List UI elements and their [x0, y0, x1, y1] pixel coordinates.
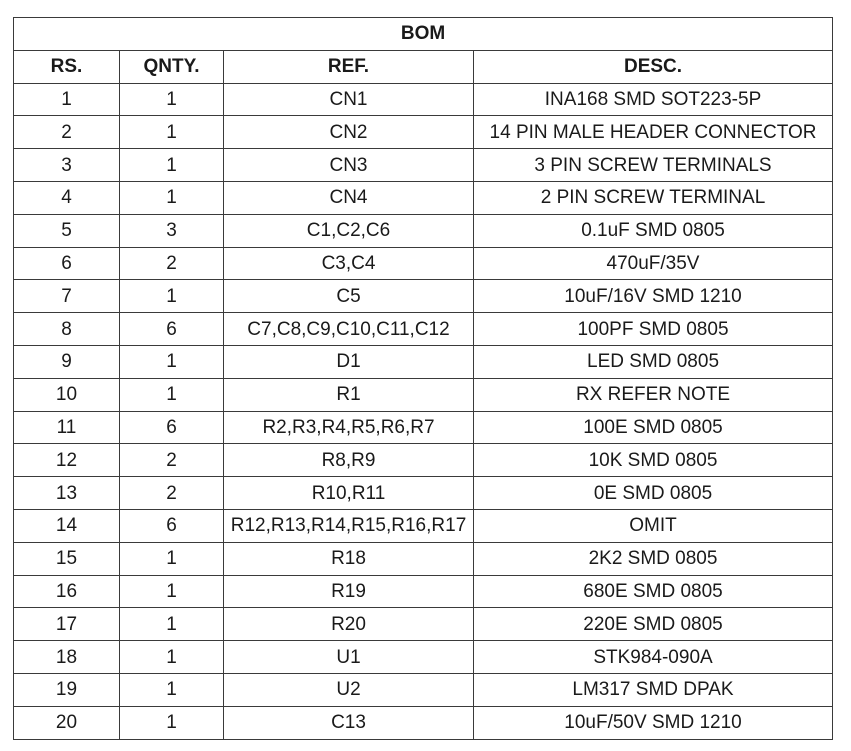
table-row: [14, 345, 833, 378]
column-header-desc: DESC.: [474, 50, 833, 83]
cell-ref: R2,R3,R4,R5,R6,R7: [224, 411, 474, 444]
cell-desc: 220E SMD 0805: [474, 608, 833, 641]
cell-qnty: 2: [120, 444, 224, 477]
table-row: [14, 673, 833, 706]
cell-rs: 12: [14, 444, 120, 477]
cell-qnty: 1: [120, 706, 224, 739]
header-row: [14, 50, 833, 83]
table-row: [14, 411, 833, 444]
cell-desc: 10uF/50V SMD 1210: [474, 706, 833, 739]
cell-ref: R10,R11: [224, 477, 474, 510]
cell-ref: C7,C8,C9,C10,C11,C12: [224, 313, 474, 346]
cell-rs: 14: [14, 509, 120, 542]
cell-qnty: 1: [120, 149, 224, 182]
column-header-rs: RS.: [14, 50, 120, 83]
cell-qnty: 2: [120, 477, 224, 510]
cell-ref: CN3: [224, 149, 474, 182]
cell-ref: R18: [224, 542, 474, 575]
cell-qnty: 1: [120, 542, 224, 575]
cell-qnty: 1: [120, 280, 224, 313]
table-row: [14, 575, 833, 608]
table-row: [14, 477, 833, 510]
column-header-ref: REF.: [224, 50, 474, 83]
cell-qnty: 1: [120, 673, 224, 706]
cell-desc: 14 PIN MALE HEADER CONNECTOR: [474, 116, 833, 149]
cell-ref: U2: [224, 673, 474, 706]
cell-rs: 19: [14, 673, 120, 706]
table-row: [14, 214, 833, 247]
cell-rs: 15: [14, 542, 120, 575]
table-row: [14, 641, 833, 674]
cell-ref: D1: [224, 345, 474, 378]
cell-desc: RX REFER NOTE: [474, 378, 833, 411]
table-row: [14, 181, 833, 214]
cell-rs: 6: [14, 247, 120, 280]
column-header-qnty: QNTY.: [120, 50, 224, 83]
cell-ref: C13: [224, 706, 474, 739]
cell-qnty: 1: [120, 116, 224, 149]
bom-table: [13, 17, 833, 740]
cell-qnty: 6: [120, 411, 224, 444]
table-row: [14, 313, 833, 346]
cell-rs: 18: [14, 641, 120, 674]
cell-rs: 8: [14, 313, 120, 346]
table-row: [14, 83, 833, 116]
cell-qnty: 1: [120, 83, 224, 116]
cell-desc: 0E SMD 0805: [474, 477, 833, 510]
cell-ref: CN1: [224, 83, 474, 116]
cell-desc: 10uF/16V SMD 1210: [474, 280, 833, 313]
cell-qnty: 1: [120, 181, 224, 214]
cell-rs: 17: [14, 608, 120, 641]
cell-rs: 11: [14, 411, 120, 444]
cell-rs: 5: [14, 214, 120, 247]
bom-table-body: [14, 83, 833, 739]
table-title: BOM: [14, 18, 833, 51]
cell-rs: 16: [14, 575, 120, 608]
cell-desc: 2 PIN SCREW TERMINAL: [474, 181, 833, 214]
cell-ref: CN2: [224, 116, 474, 149]
cell-ref: R1: [224, 378, 474, 411]
cell-desc: 680E SMD 0805: [474, 575, 833, 608]
cell-qnty: 3: [120, 214, 224, 247]
cell-rs: 10: [14, 378, 120, 411]
cell-desc: STK984-090A: [474, 641, 833, 674]
cell-rs: 1: [14, 83, 120, 116]
table-row: [14, 280, 833, 313]
cell-ref: R19: [224, 575, 474, 608]
cell-ref: C5: [224, 280, 474, 313]
cell-ref: CN4: [224, 181, 474, 214]
cell-ref: C1,C2,C6: [224, 214, 474, 247]
cell-ref: R8,R9: [224, 444, 474, 477]
cell-desc: LED SMD 0805: [474, 345, 833, 378]
cell-desc: 100PF SMD 0805: [474, 313, 833, 346]
cell-rs: 4: [14, 181, 120, 214]
cell-desc: 2K2 SMD 0805: [474, 542, 833, 575]
cell-rs: 7: [14, 280, 120, 313]
cell-desc: 3 PIN SCREW TERMINALS: [474, 149, 833, 182]
cell-qnty: 2: [120, 247, 224, 280]
cell-qnty: 6: [120, 509, 224, 542]
cell-rs: 9: [14, 345, 120, 378]
table-row: [14, 608, 833, 641]
cell-qnty: 1: [120, 608, 224, 641]
table-row: [14, 378, 833, 411]
cell-ref: R20: [224, 608, 474, 641]
table-row: [14, 706, 833, 739]
bom-table-head: [14, 18, 833, 84]
cell-desc: 0.1uF SMD 0805: [474, 214, 833, 247]
cell-rs: 2: [14, 116, 120, 149]
cell-ref: R12,R13,R14,R15,R16,R17: [224, 509, 474, 542]
cell-qnty: 1: [120, 378, 224, 411]
table-row: [14, 509, 833, 542]
cell-qnty: 1: [120, 641, 224, 674]
table-row: [14, 247, 833, 280]
cell-rs: 20: [14, 706, 120, 739]
cell-ref: U1: [224, 641, 474, 674]
title-row: [14, 18, 833, 51]
cell-ref: C3,C4: [224, 247, 474, 280]
table-row: [14, 444, 833, 477]
table-row: [14, 149, 833, 182]
cell-desc: 100E SMD 0805: [474, 411, 833, 444]
cell-qnty: 6: [120, 313, 224, 346]
table-row: [14, 116, 833, 149]
cell-desc: INA168 SMD SOT223-5P: [474, 83, 833, 116]
cell-desc: 470uF/35V: [474, 247, 833, 280]
cell-rs: 13: [14, 477, 120, 510]
cell-desc: 10K SMD 0805: [474, 444, 833, 477]
cell-qnty: 1: [120, 575, 224, 608]
table-row: [14, 542, 833, 575]
cell-desc: OMIT: [474, 509, 833, 542]
cell-rs: 3: [14, 149, 120, 182]
cell-qnty: 1: [120, 345, 224, 378]
cell-desc: LM317 SMD DPAK: [474, 673, 833, 706]
